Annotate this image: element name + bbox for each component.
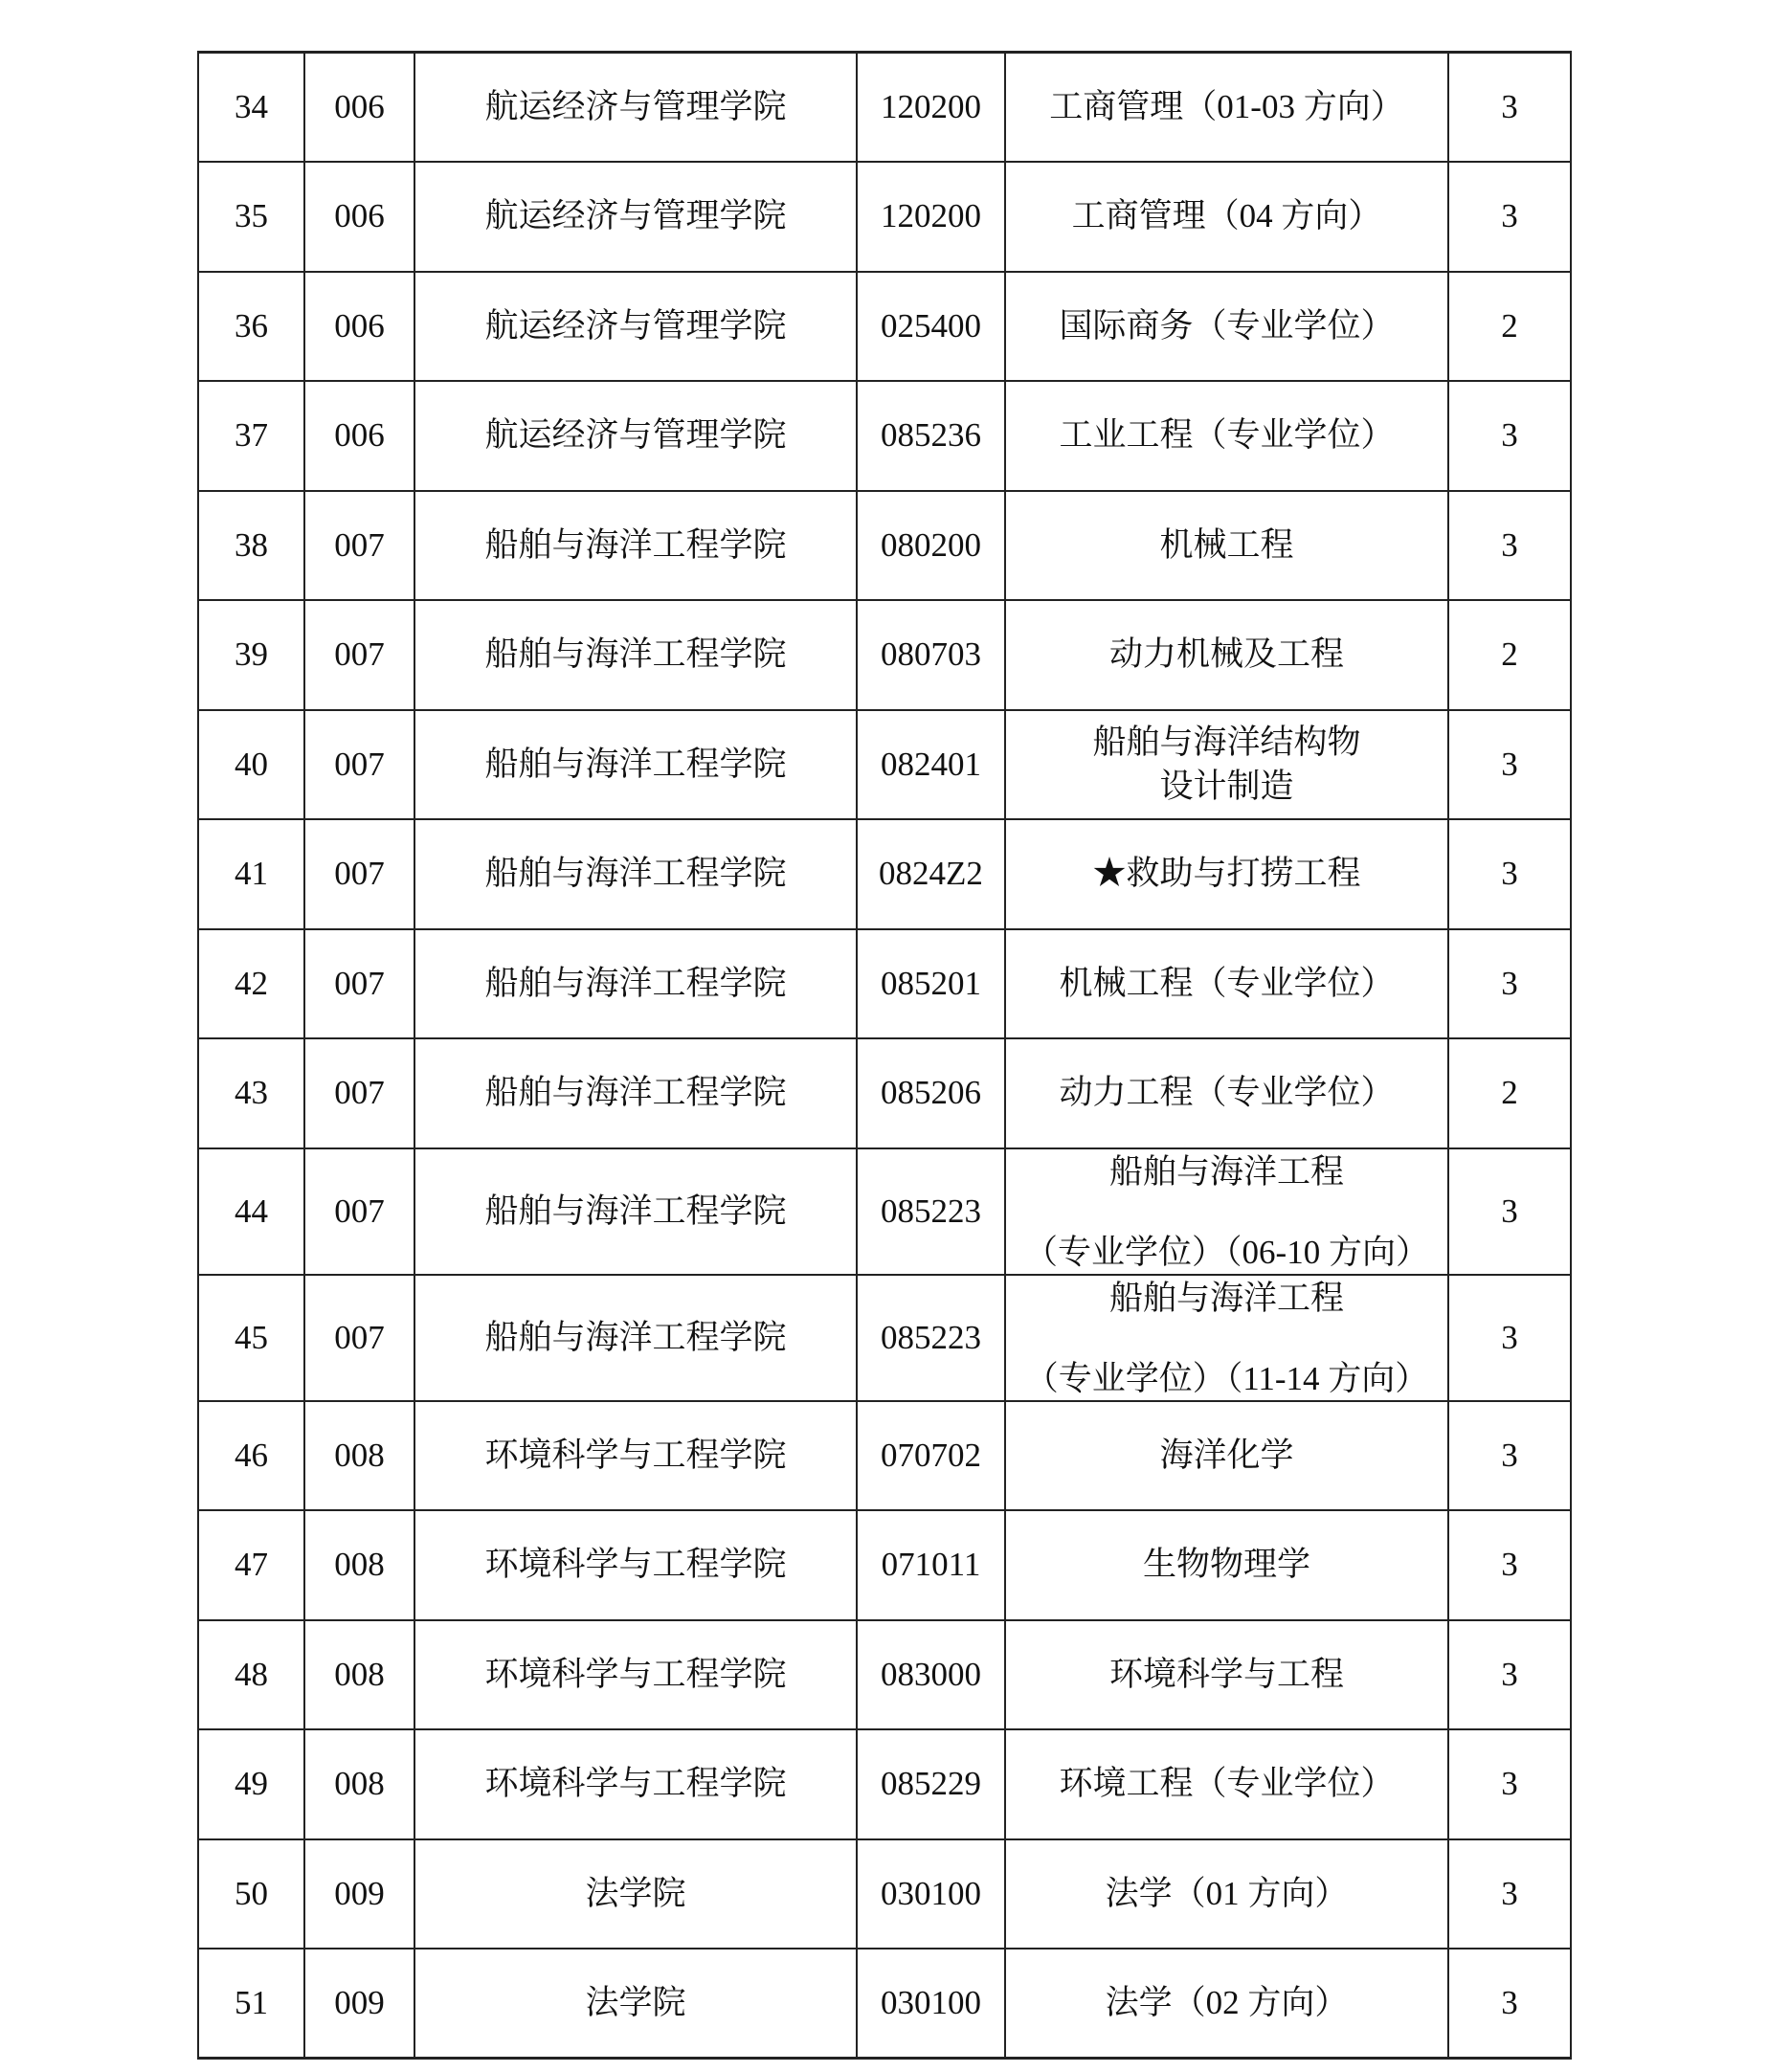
cell-seq — [198, 600, 304, 710]
table-row — [198, 272, 1571, 382]
table-row — [198, 53, 1571, 163]
count-text: 3 — [1501, 964, 1518, 1002]
cell-seq — [198, 53, 304, 163]
cell-seq — [198, 1729, 304, 1839]
count-text: 3 — [1501, 88, 1518, 125]
major-code-text: 025400 — [881, 306, 981, 345]
seq-text: 45 — [235, 1318, 268, 1356]
table-row — [198, 1401, 1571, 1511]
department-text: 航运经济与管理学院 — [484, 306, 787, 345]
major-text: 工业工程（专业学位） — [1059, 416, 1395, 455]
department-text: 船舶与海洋工程学院 — [484, 1318, 787, 1356]
cell-count — [1448, 600, 1571, 710]
count-text: 3 — [1501, 1318, 1518, 1356]
department-text: 船舶与海洋工程学院 — [484, 1074, 787, 1112]
department-text: 航运经济与管理学院 — [484, 197, 787, 235]
seq-text: 35 — [235, 197, 268, 235]
table-row — [198, 162, 1571, 272]
count-text: 3 — [1501, 1655, 1518, 1693]
cell-major — [1005, 272, 1448, 382]
cell-department — [414, 1038, 857, 1148]
cell-dept-code — [304, 1038, 414, 1148]
cell-count — [1448, 819, 1571, 929]
cell-major — [1005, 1148, 1448, 1275]
department-text: 环境科学与工程学院 — [484, 1765, 787, 1803]
major-text: 法学（02 方向） — [1105, 1984, 1349, 2021]
seq-text: 38 — [235, 525, 268, 564]
cell-dept-code — [304, 600, 414, 710]
seq-text: 46 — [235, 1436, 268, 1474]
cell-seq — [198, 381, 304, 491]
dept-code-text: 007 — [334, 525, 385, 564]
dept-code-text: 007 — [334, 1074, 385, 1112]
major-text: 环境工程（专业学位） — [1059, 1765, 1395, 1803]
cell-count — [1448, 272, 1571, 382]
cell-major — [1005, 1949, 1448, 2059]
cell-major-code — [857, 491, 1005, 601]
cell-dept-code — [304, 1620, 414, 1730]
dept-code-text: 007 — [334, 1192, 385, 1230]
cell-count — [1448, 491, 1571, 601]
major-line-1: 船舶与海洋结构物 — [1092, 723, 1361, 761]
cell-major-code — [857, 1620, 1005, 1730]
table-row — [198, 1620, 1571, 1730]
dept-code-text: 007 — [334, 1318, 385, 1356]
cell-seq — [198, 1038, 304, 1148]
department-text: 环境科学与工程学院 — [484, 1436, 787, 1474]
dept-code-text: 006 — [334, 416, 385, 455]
cell-seq — [198, 1839, 304, 1949]
table-row — [198, 381, 1571, 491]
department-text: 船舶与海洋工程学院 — [484, 1192, 787, 1230]
cell-seq — [198, 1949, 304, 2059]
cell-department — [414, 1510, 857, 1620]
major-text: 动力机械及工程 — [1108, 635, 1344, 674]
cell-count — [1448, 1729, 1571, 1839]
dept-code-text: 008 — [334, 1655, 385, 1693]
dept-code-text: 008 — [334, 1436, 385, 1474]
dept-code-text: 007 — [334, 745, 385, 783]
seq-text: 40 — [235, 745, 268, 783]
count-text: 2 — [1501, 306, 1518, 345]
table-row — [198, 710, 1571, 820]
department-text: 法学院 — [585, 1984, 686, 2021]
department-text: 航运经济与管理学院 — [484, 416, 787, 455]
cell-seq — [198, 819, 304, 929]
seq-text: 44 — [235, 1192, 268, 1230]
cell-major — [1005, 929, 1448, 1039]
dept-code-text: 007 — [334, 635, 385, 674]
department-text: 环境科学与工程学院 — [484, 1655, 787, 1693]
cell-seq — [198, 491, 304, 601]
cell-count — [1448, 710, 1571, 820]
cell-count — [1448, 929, 1571, 1039]
cell-dept-code — [304, 53, 414, 163]
count-text: 3 — [1501, 1192, 1518, 1230]
dept-code-text: 008 — [334, 1546, 385, 1584]
major-line-2: 设计制造 — [1159, 767, 1294, 805]
major-text: 动力工程（专业学位） — [1059, 1074, 1395, 1112]
major-code-text: 030100 — [881, 1874, 981, 1912]
cell-seq — [198, 272, 304, 382]
department-text: 船舶与海洋工程学院 — [484, 855, 787, 893]
cell-department — [414, 1839, 857, 1949]
cell-major-code — [857, 1949, 1005, 2059]
cell-dept-code — [304, 491, 414, 601]
major-code-text: 080703 — [881, 635, 981, 674]
cell-major — [1005, 1510, 1448, 1620]
cell-major — [1005, 1038, 1448, 1148]
cell-count — [1448, 1839, 1571, 1949]
cell-dept-code — [304, 1148, 414, 1275]
count-text: 2 — [1501, 635, 1518, 674]
count-text: 3 — [1501, 197, 1518, 235]
cell-major — [1005, 600, 1448, 710]
cell-seq — [198, 1510, 304, 1620]
major-text: 生物物理学 — [1142, 1546, 1310, 1584]
cell-major-code — [857, 710, 1005, 820]
table-row — [198, 600, 1571, 710]
major-code-text: 085201 — [881, 964, 981, 1002]
cell-seq — [198, 1275, 304, 1401]
major-code-text: 085206 — [881, 1074, 981, 1112]
cell-department — [414, 710, 857, 820]
major-line-2: （专业学位）（06-10 方向） — [1024, 1233, 1429, 1271]
count-text: 3 — [1501, 855, 1518, 893]
dept-code-text: 007 — [334, 964, 385, 1002]
cell-dept-code — [304, 1729, 414, 1839]
cell-seq — [198, 162, 304, 272]
cell-major — [1005, 710, 1448, 820]
cell-dept-code — [304, 1510, 414, 1620]
cell-major — [1005, 162, 1448, 272]
dept-code-text: 008 — [334, 1765, 385, 1803]
cell-count — [1448, 162, 1571, 272]
cell-dept-code — [304, 1839, 414, 1949]
cell-major — [1005, 381, 1448, 491]
table-row — [198, 1949, 1571, 2059]
cell-dept-code — [304, 710, 414, 820]
cell-major — [1005, 1275, 1448, 1401]
cell-department — [414, 1729, 857, 1839]
major-text: 环境科学与工程 — [1108, 1655, 1344, 1693]
cell-major-code — [857, 819, 1005, 929]
major-text: 工商管理（04 方向） — [1071, 197, 1382, 235]
count-text: 3 — [1501, 1984, 1518, 2021]
count-text: 3 — [1501, 745, 1518, 783]
seq-text: 50 — [235, 1874, 268, 1912]
cell-major-code — [857, 272, 1005, 382]
seq-text: 48 — [235, 1655, 268, 1693]
seq-text: 42 — [235, 964, 268, 1002]
cell-major-code — [857, 381, 1005, 491]
cell-count — [1448, 1148, 1571, 1275]
cell-major — [1005, 1839, 1448, 1949]
department-text: 船舶与海洋工程学院 — [484, 525, 787, 564]
count-text: 3 — [1501, 1436, 1518, 1474]
table-row — [198, 1148, 1571, 1275]
cell-major — [1005, 491, 1448, 601]
major-line-1: 船舶与海洋工程 — [1108, 1152, 1344, 1191]
cell-major-code — [857, 53, 1005, 163]
count-text: 2 — [1501, 1074, 1518, 1112]
cell-dept-code — [304, 819, 414, 929]
cell-major-code — [857, 1510, 1005, 1620]
cell-department — [414, 272, 857, 382]
major-code-text: 085236 — [881, 416, 981, 455]
table-row — [198, 819, 1571, 929]
major-text: 工商管理（01-03 方向） — [1049, 88, 1404, 125]
dept-code-text: 006 — [334, 197, 385, 235]
cell-seq — [198, 1401, 304, 1511]
major-code-text: 030100 — [881, 1984, 981, 2021]
cell-major-code — [857, 1839, 1005, 1949]
count-text: 3 — [1501, 1874, 1518, 1912]
dept-code-text: 009 — [334, 1984, 385, 2021]
department-text: 航运经济与管理学院 — [484, 88, 787, 125]
cell-major — [1005, 1729, 1448, 1839]
cell-major-code — [857, 600, 1005, 710]
seq-text: 34 — [235, 88, 268, 125]
seq-text: 36 — [235, 306, 268, 345]
cell-major — [1005, 819, 1448, 929]
cell-major-code — [857, 929, 1005, 1039]
cell-department — [414, 819, 857, 929]
table-row — [198, 491, 1571, 601]
cell-seq — [198, 710, 304, 820]
cell-seq — [198, 1620, 304, 1730]
major-code-text: 120200 — [881, 88, 981, 125]
cell-department — [414, 491, 857, 601]
cell-department — [414, 162, 857, 272]
major-text: ★救助与打捞工程 — [1092, 855, 1361, 893]
dept-code-text: 007 — [334, 855, 385, 893]
count-text: 3 — [1501, 416, 1518, 455]
major-code-text: 083000 — [881, 1655, 981, 1693]
cell-major-code — [857, 1038, 1005, 1148]
cell-seq — [198, 1148, 304, 1275]
seq-text: 43 — [235, 1074, 268, 1112]
major-code-text: 085223 — [881, 1318, 981, 1356]
seq-text: 49 — [235, 1765, 268, 1803]
dept-code-text: 006 — [334, 88, 385, 125]
cell-seq — [198, 929, 304, 1039]
cell-dept-code — [304, 1949, 414, 2059]
seq-text: 47 — [235, 1546, 268, 1584]
count-text: 3 — [1501, 525, 1518, 564]
major-code-text: 082401 — [881, 745, 981, 783]
major-code-text: 085229 — [881, 1765, 981, 1803]
major-line-2: （专业学位）（11-14 方向） — [1024, 1359, 1429, 1397]
major-text: 机械工程 — [1159, 525, 1294, 564]
cell-department — [414, 1949, 857, 2059]
major-code-text: 071011 — [881, 1546, 981, 1584]
seq-text: 39 — [235, 635, 268, 674]
major-text: 法学（01 方向） — [1105, 1874, 1349, 1912]
cell-count — [1448, 1275, 1571, 1401]
cell-count — [1448, 53, 1571, 163]
cell-count — [1448, 1510, 1571, 1620]
cell-department — [414, 1620, 857, 1730]
cell-count — [1448, 1401, 1571, 1511]
cell-major — [1005, 1401, 1448, 1511]
major-code-text: 120200 — [881, 197, 981, 235]
cell-major — [1005, 53, 1448, 163]
cell-major-code — [857, 1729, 1005, 1839]
major-text: 海洋化学 — [1159, 1436, 1294, 1474]
table-row — [198, 929, 1571, 1039]
cell-dept-code — [304, 162, 414, 272]
cell-major-code — [857, 1401, 1005, 1511]
cell-dept-code — [304, 1401, 414, 1511]
dept-code-text: 006 — [334, 306, 385, 345]
department-text: 环境科学与工程学院 — [484, 1546, 787, 1584]
major-line-1: 船舶与海洋工程 — [1108, 1279, 1344, 1317]
count-text: 3 — [1501, 1546, 1518, 1584]
major-code-text: 070702 — [881, 1436, 981, 1474]
major-code-text: 0824Z2 — [879, 855, 983, 893]
cell-department — [414, 929, 857, 1039]
cell-dept-code — [304, 929, 414, 1039]
cell-major-code — [857, 1148, 1005, 1275]
cell-department — [414, 600, 857, 710]
count-text: 3 — [1501, 1765, 1518, 1803]
major-code-text: 080200 — [881, 525, 981, 564]
seq-text: 37 — [235, 416, 268, 455]
seq-text: 41 — [235, 855, 268, 893]
cell-dept-code — [304, 381, 414, 491]
major-text: 国际商务（专业学位） — [1059, 306, 1395, 345]
table-row — [198, 1275, 1571, 1401]
cell-dept-code — [304, 1275, 414, 1401]
cell-count — [1448, 1620, 1571, 1730]
department-text: 船舶与海洋工程学院 — [484, 635, 787, 674]
seq-text: 51 — [235, 1984, 268, 2021]
major-code-text: 085223 — [881, 1192, 981, 1230]
cell-count — [1448, 1038, 1571, 1148]
table-body — [198, 53, 1571, 2059]
cell-dept-code — [304, 272, 414, 382]
dept-code-text: 009 — [334, 1874, 385, 1912]
cell-major-code — [857, 162, 1005, 272]
cell-department — [414, 1148, 857, 1275]
enrollment-table — [197, 51, 1572, 2060]
cell-count — [1448, 381, 1571, 491]
department-text: 船舶与海洋工程学院 — [484, 745, 787, 783]
cell-count — [1448, 1949, 1571, 2059]
department-text: 船舶与海洋工程学院 — [484, 964, 787, 1002]
department-text: 法学院 — [585, 1874, 686, 1912]
cell-department — [414, 381, 857, 491]
major-text: 机械工程（专业学位） — [1059, 964, 1395, 1002]
cell-major — [1005, 1620, 1448, 1730]
cell-department — [414, 53, 857, 163]
table-row — [198, 1729, 1571, 1839]
table-row — [198, 1839, 1571, 1949]
table-row — [198, 1038, 1571, 1148]
cell-major-code — [857, 1275, 1005, 1401]
table-row — [198, 1510, 1571, 1620]
cell-department — [414, 1275, 857, 1401]
cell-department — [414, 1401, 857, 1511]
